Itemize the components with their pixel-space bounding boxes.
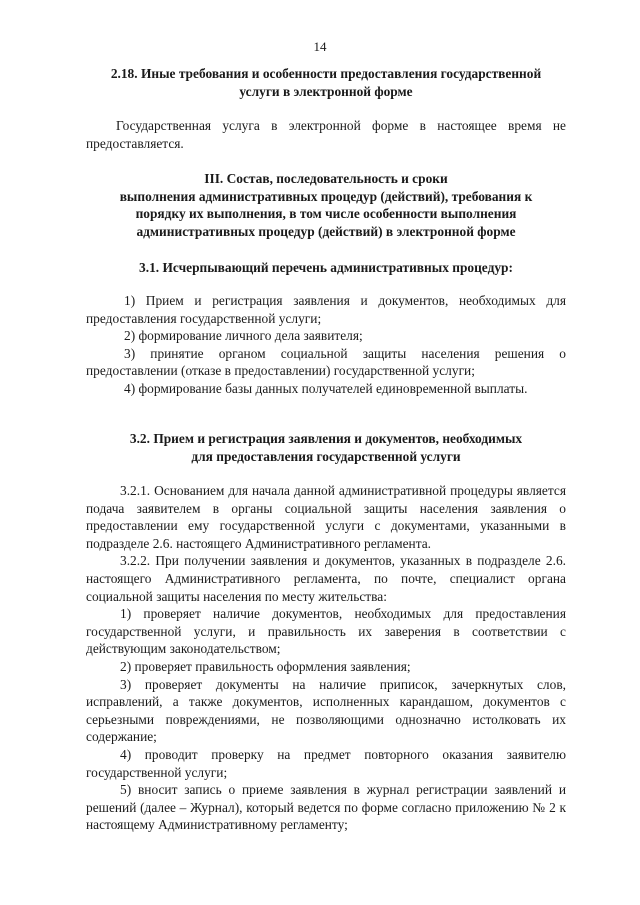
list-item: 1) Прием и регистрация заявления и документов, необходимых для предоставления государственной услуги; (86, 293, 566, 326)
section-3-heading: III. Состав, последовательность и сроки выполнения административных процедур (действий), требования к порядку их выполнения, в том числе особенности выполнения административных процедур (действий) в электронной форме (119, 171, 533, 239)
section-3-2-heading: 3.2. Прием и регистрация заявления и документов, необходимых для предоставления государственной услуги (129, 431, 523, 464)
section-3-2-body (86, 482, 566, 834)
section-3-1-heading: 3.1. Исчерпывающий перечень административных процедур: (139, 260, 513, 275)
paragraph: 4) проводит проверку на предмет повторного оказания заявителю государственной услуги; (86, 746, 566, 780)
paragraph: 3.2.1. Основанием для начала данной административной процедуры является подача заявителем в органы социальной защиты населения заявления о предоставлении ему государственной услуги с документами, указанными в подразделе 2.6. настоящего Административного регламента. (86, 483, 566, 551)
section-2-18-body: Государственная услуга в электронной форме в настоящее время не предоставляется. (86, 118, 566, 151)
list-item: 3) принятие органом социальной защиты населения решения о предоставлении (отказе в предоставлении) государственной услуги; (86, 345, 566, 379)
section-2-18-heading: 2.18. Иные требования и особенности предоставления государственной услуги в электронной форме (110, 66, 542, 99)
page-number: 14 (313, 39, 327, 54)
paragraph: 3.2.2. При получении заявления и документов, указанных в подразделе 2.6. настоящего Административного регламента, по почте, специалист органа социальной защиты населения по месту жительства: (86, 553, 566, 604)
paragraph: 2) проверяет правильность оформления заявления; (120, 658, 411, 674)
list-item: 4) формирование базы данных получателей единовременной выплаты. (124, 380, 528, 396)
list-item: 2) формирование личного дела заявителя; (124, 328, 363, 344)
paragraph: 3) проверяет документы на наличие приписок, зачеркнутых слов, исправлений, а также документов, исполненных карандашом, документов с серьезными повреждениями, не позволяющими однозначно истолковать их содержание; (86, 676, 566, 745)
paragraph: 5) вносит запись о приеме заявления в журнал регистрации заявлений и решений (далее – Журнал), который ведется по форме согласно приложению № 2 к настоящему Административному регламенту; (86, 782, 566, 833)
paragraph: 1) проверяет наличие документов, необходимых для предоставления государственной услуги, и правильность их заверения в соответствии с действующим законодательством; (86, 606, 566, 657)
section-3-1-list (86, 292, 566, 398)
